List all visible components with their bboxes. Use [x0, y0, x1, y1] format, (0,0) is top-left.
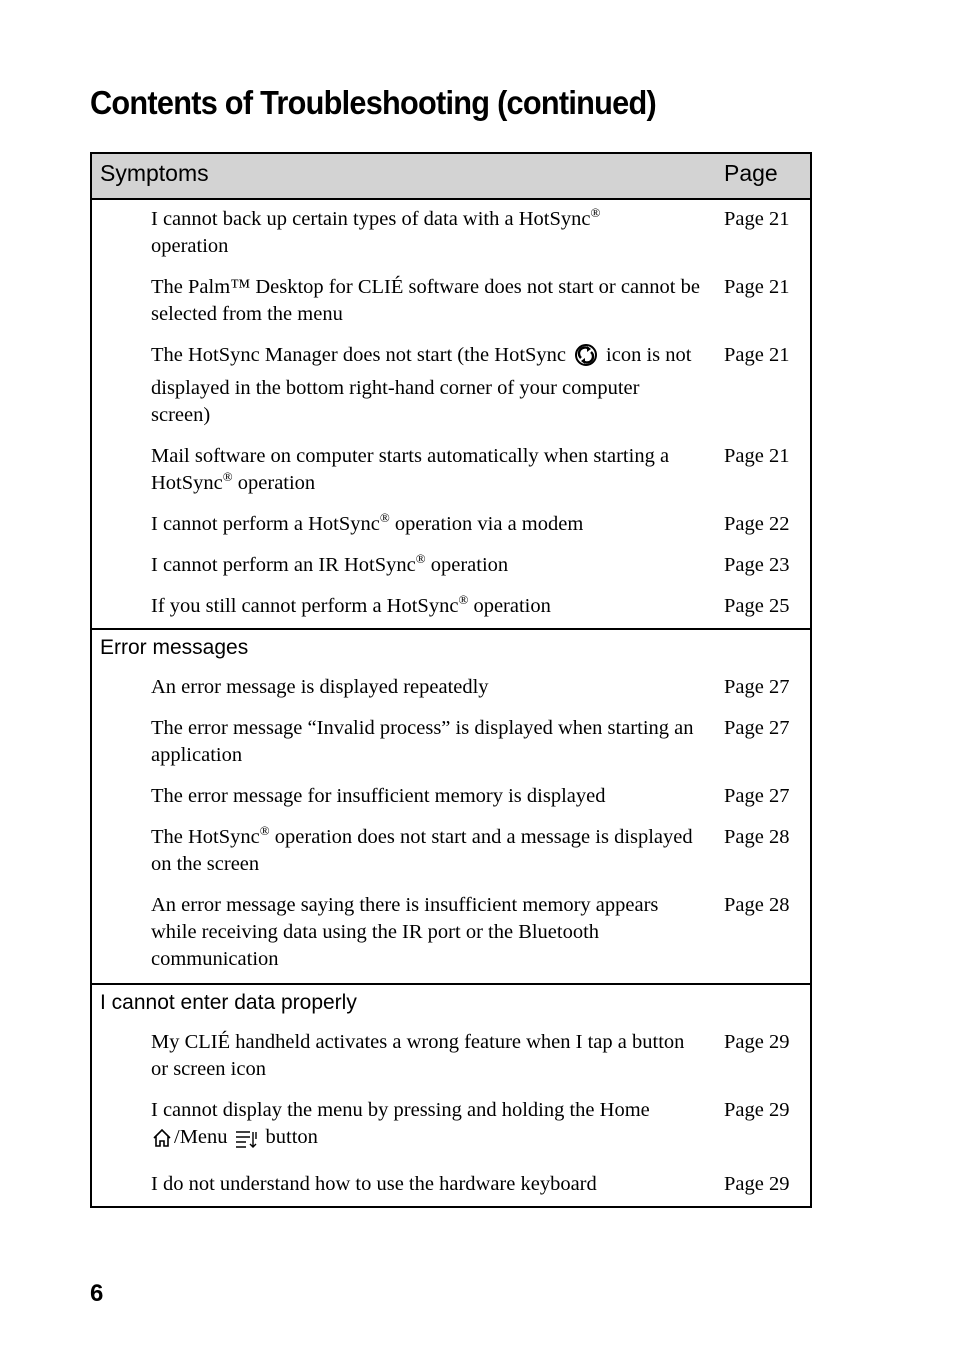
list-item[interactable]: Mail software on computer starts automatically when starting a HotSync® operation Page 21: [151, 445, 790, 494]
list-item[interactable]: I cannot display the menu by pressing and holding the Home /Menu button Page 29: [92, 1097, 810, 1157]
section-title: Error messages: [100, 636, 249, 659]
hotsync-icon: [572, 343, 600, 375]
list-item[interactable]: The Palm™ Desktop for CLIÉ software does not start or cannot be selected from the menu Page 21: [151, 276, 790, 325]
page-ref[interactable]: Page 28: [724, 894, 790, 916]
list-item[interactable]: I cannot perform a HotSync® operation via a modem Page 22: [92, 511, 810, 538]
troubleshooting-table: [90, 152, 812, 1208]
section-title: I cannot enter data properly: [100, 991, 357, 1014]
page-ref[interactable]: Page 21: [724, 276, 790, 298]
page-ref[interactable]: Page 21: [724, 208, 790, 230]
page-number: 6: [90, 1280, 104, 1307]
page-ref[interactable]: Page 27: [724, 785, 790, 807]
page-ref[interactable]: Page 21: [724, 344, 790, 366]
page-ref[interactable]: Page 21: [724, 445, 790, 467]
section-error-messages: [92, 628, 810, 983]
page-ref[interactable]: Page 29: [724, 1099, 790, 1121]
home-icon: [151, 1127, 173, 1157]
page-ref[interactable]: Page 25: [724, 595, 790, 617]
list-item[interactable]: I cannot perform an IR HotSync® operation Page 23: [92, 552, 810, 579]
page-ref[interactable]: Page 29: [724, 1031, 790, 1053]
list-item[interactable]: An error message is displayed repeatedly Page 27: [92, 674, 810, 701]
list-item[interactable]: I cannot back up certain types of data with a HotSync® operation Page 21: [151, 205, 790, 257]
page-ref[interactable]: Page 28: [724, 826, 790, 848]
header-symptoms: Symptoms: [100, 160, 209, 186]
page-ref[interactable]: Page 23: [724, 554, 790, 576]
menu-icon: [234, 1129, 260, 1157]
list-item[interactable]: The HotSync® operation does not start and a message is displayed on the screen Page 28: [151, 823, 790, 875]
page-ref[interactable]: Page 29: [724, 1173, 790, 1195]
section-hotsync: [92, 200, 810, 628]
header-page: Page: [724, 160, 778, 186]
list-item[interactable]: The HotSync Manager does not start (the HotSync icon is not displayed in the bottom right-hand corner of your computer screen) Page 21: [151, 344, 790, 426]
page-ref[interactable]: Page 22: [724, 513, 790, 535]
list-item[interactable]: An error message saying there is insufficient memory appears while receiving data using the IR port or the Bluetooth communication Page 28: [151, 894, 790, 970]
list-item[interactable]: The error message “Invalid process” is displayed when starting an application Page 27: [151, 717, 790, 766]
table-header: [92, 154, 810, 200]
page-ref[interactable]: Page 27: [724, 717, 790, 739]
page-title: Contents of Troubleshooting (continued): [90, 84, 656, 121]
list-item[interactable]: I do not understand how to use the hardware keyboard Page 29: [92, 1171, 810, 1198]
list-item[interactable]: The error message for insufficient memory is displayed Page 27: [92, 783, 810, 810]
list-item[interactable]: If you still cannot perform a HotSync® operation Page 25: [92, 593, 810, 620]
section-enter-data: [92, 983, 810, 1198]
page-ref[interactable]: Page 27: [724, 676, 790, 698]
list-item[interactable]: My CLIÉ handheld activates a wrong feature when I tap a button or screen icon Page 29: [151, 1031, 790, 1080]
